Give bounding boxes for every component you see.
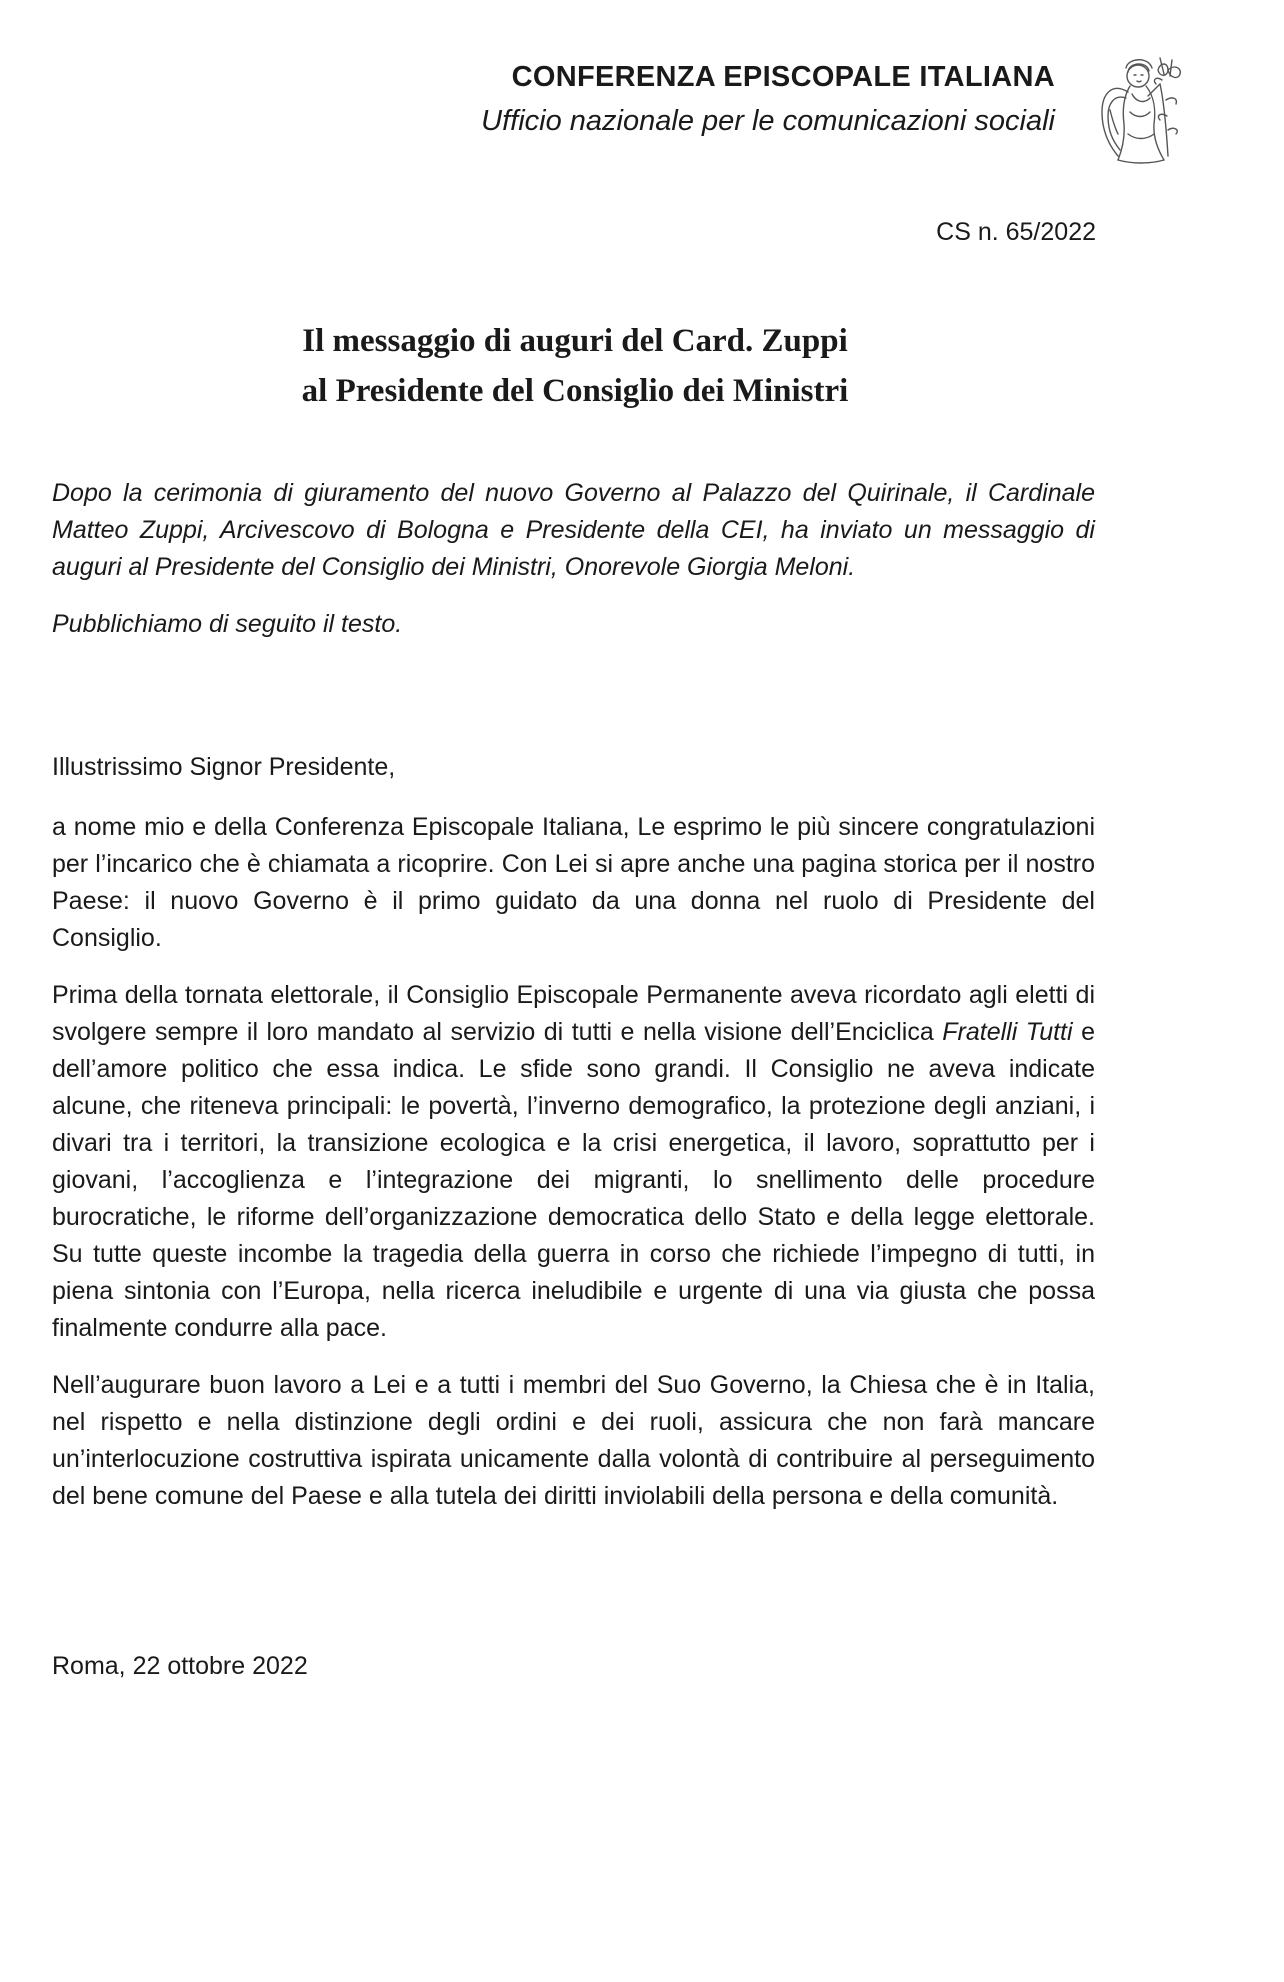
angel-with-lily-icon — [1098, 52, 1190, 168]
office-name: Ufficio nazionale per le comunicazioni sociali — [481, 105, 1055, 137]
title-line: al Presidente del Consiglio dei Ministri — [301, 373, 849, 409]
organization-name: CONFERENZA EPISCOPALE ITALIANA — [511, 61, 1055, 93]
paragraph-text: Prima della tornata elettorale, il Consiglio Episcopale Permanente aveva ricordato agli eletti di svolgere sempre il loro mandato al servizio di tutti e nella visione dell’Enciclica — [52, 981, 1095, 1046]
letter-paragraph — [52, 977, 1095, 1347]
title-line: Il messaggio di auguri del Card. Zuppi — [302, 323, 848, 359]
encyclical-title: Fratelli Tutti — [942, 1018, 1073, 1046]
press-release-number: CS n. 65/2022 — [936, 218, 1096, 246]
paragraph-text: e dell’amore politico che essa indica. Le sfide sono grandi. Il Consiglio ne aveva indicate alcune, che riteneva principali: le povertà, l’inverno demografico, la protezione degli anziani, i divari tra i territori, la transizione ecologica e la crisi energetica, il lavoro, soprattutto per i giovani, l’accoglienza e l’integrazione dei migranti, lo snellimento delle procedure burocratiche, le riforme dell’organizzazione democratica dello Stato e della legge elettorale. Su tutte queste incombe la tragedia della guerra in corso che richiede l’impegno di tutti, in piena sintonia con l’Europa, nella ricerca ineludibile e urgente di una via giusta che possa finalmente condurre alla pace. — [52, 1018, 1095, 1342]
place-date: Roma, 22 ottobre 2022 — [52, 1652, 308, 1680]
letter-paragraph: Nell’augurare buon lavoro a Lei e a tutti i membri del Suo Governo, la Chiesa che è in Italia, nel rispetto e nella distinzione degli ordini e dei ruoli, assicura che non farà mancare un’interlocuzione costruttiva ispirata unicamente dalla volontà di contribuire al perseguimento del bene comune del Paese e alla tutela dei diritti inviolabili della persona e della comunità. — [52, 1371, 1095, 1510]
intro-paragraph: Dopo la cerimonia di giuramento del nuovo Governo al Palazzo del Quirinale, il Cardinale Matteo Zuppi, Arcivescovo di Bologna e Presidente della CEI, ha inviato un messaggio di auguri al Presidente del Consiglio dei Ministri, Onorevole Giorgia Meloni. — [52, 479, 1095, 581]
salutation: Illustrissimo Signor Presidente, — [52, 753, 396, 781]
intro-note: Pubblichiamo di seguito il testo. — [52, 610, 403, 638]
letterhead — [481, 58, 1055, 140]
intro-section — [52, 475, 1095, 663]
letter-body — [52, 749, 1095, 1535]
letter-paragraph: a nome mio e della Conferenza Episcopale Italiana, Le esprimo le più sincere congratulazioni per l’incarico che è chiamata a ricoprire. Con Lei si apre anche una pagina storica per il nostro Paese: il nuovo Governo è il primo guidato da una donna nel ruolo di Presidente del Consiglio. — [52, 813, 1095, 952]
page-title — [0, 316, 1150, 416]
